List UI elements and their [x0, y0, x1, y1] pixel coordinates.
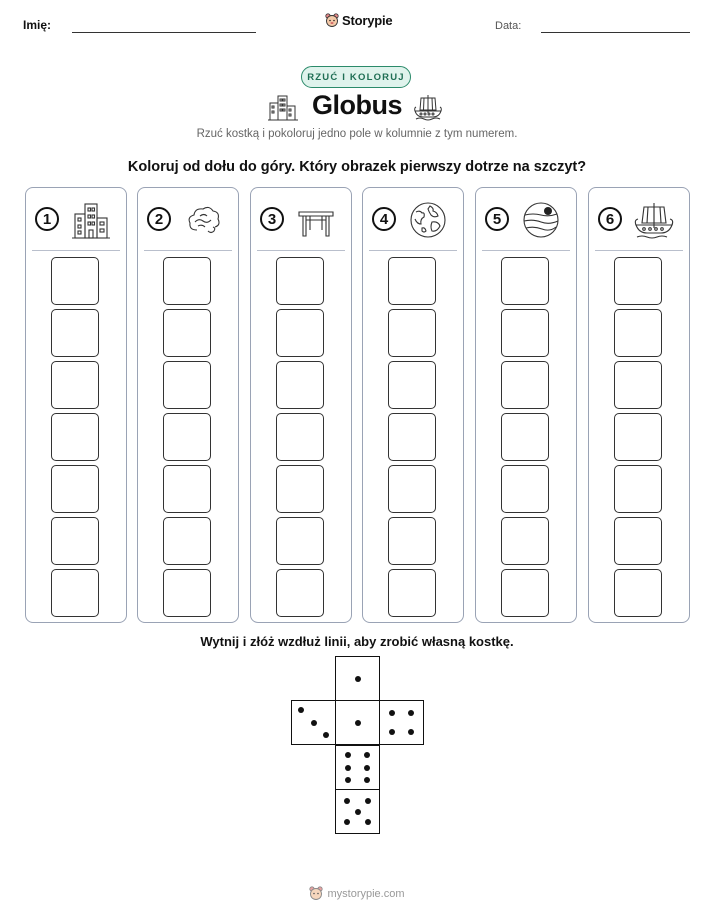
coloring-cell[interactable]	[276, 309, 324, 357]
column-divider	[595, 250, 683, 251]
date-label: Data:	[495, 20, 522, 32]
die-face-3	[291, 700, 336, 745]
coloring-cell[interactable]	[163, 413, 211, 461]
coloring-cell[interactable]	[614, 517, 662, 565]
die-pip	[364, 752, 370, 758]
coloring-cell[interactable]	[163, 465, 211, 513]
die-pip	[355, 720, 361, 726]
coloring-cell[interactable]	[501, 465, 549, 513]
brand-name: Storypie	[342, 13, 393, 28]
coloring-cell[interactable]	[388, 517, 436, 565]
coloring-cell[interactable]	[501, 413, 549, 461]
coloring-cell[interactable]	[51, 569, 99, 617]
coloring-cell[interactable]	[51, 517, 99, 565]
coloring-cell[interactable]	[614, 465, 662, 513]
coloring-cell[interactable]	[388, 569, 436, 617]
column-number: 3	[260, 207, 284, 231]
column-5	[475, 187, 577, 623]
coloring-cell[interactable]	[51, 309, 99, 357]
column-divider	[482, 250, 570, 251]
instruction: Koloruj od dołu do góry. Który obrazek pierwszy dotrze na szczyt?	[127, 159, 587, 175]
coloring-cell[interactable]	[388, 257, 436, 305]
globe-icon	[408, 200, 448, 240]
die-pip	[389, 729, 395, 735]
coloring-cell[interactable]	[51, 361, 99, 409]
die-pip	[345, 752, 351, 758]
column-number: 6	[598, 207, 622, 231]
die-pip	[355, 676, 361, 682]
coloring-cell[interactable]	[388, 413, 436, 461]
coloring-cell[interactable]	[51, 257, 99, 305]
activity-badge: RZUĆ I KOLORUJ	[301, 66, 411, 88]
coloring-cell[interactable]	[51, 413, 99, 461]
coloring-cell[interactable]	[501, 257, 549, 305]
subtitle: Rzuć kostką i pokoloruj jedno pole w kolumnie z tym numerem.	[196, 128, 518, 140]
coloring-cell[interactable]	[614, 569, 662, 617]
storypie-mascot-icon	[325, 13, 339, 28]
coloring-cell[interactable]	[388, 309, 436, 357]
column-number: 2	[147, 207, 171, 231]
coloring-cell[interactable]	[163, 569, 211, 617]
name-line	[72, 32, 256, 33]
coloring-cell[interactable]	[163, 309, 211, 357]
coloring-cell[interactable]	[501, 309, 549, 357]
column-number: 1	[35, 207, 59, 231]
die-pip	[311, 720, 317, 726]
coloring-cell[interactable]	[501, 569, 549, 617]
city-buildings-icon	[71, 200, 111, 240]
die-pip	[344, 798, 350, 804]
coloring-cell[interactable]	[276, 517, 324, 565]
storypie-mascot-icon	[309, 886, 323, 901]
coloring-cell[interactable]	[276, 465, 324, 513]
die-pip	[365, 819, 371, 825]
die-face-1	[335, 656, 380, 701]
die-pip	[323, 732, 329, 738]
column-6	[588, 187, 690, 623]
footer	[0, 886, 714, 901]
coloring-cell[interactable]	[614, 257, 662, 305]
coloring-cell[interactable]	[163, 361, 211, 409]
die-pip	[345, 777, 351, 783]
planet-icon	[521, 200, 561, 240]
coloring-cell[interactable]	[163, 517, 211, 565]
die-pip	[364, 777, 370, 783]
coloring-cell[interactable]	[614, 413, 662, 461]
coloring-cell[interactable]	[51, 465, 99, 513]
date-line	[541, 32, 690, 33]
die-pip	[355, 809, 361, 815]
column-number: 4	[372, 207, 396, 231]
die-pip	[298, 707, 304, 713]
die-pip	[344, 819, 350, 825]
coloring-cell[interactable]	[501, 361, 549, 409]
column-4	[362, 187, 464, 623]
die-pip	[408, 729, 414, 735]
name-label: Imię:	[23, 18, 52, 32]
table-icon	[296, 200, 336, 240]
die-pip	[365, 798, 371, 804]
coloring-cell[interactable]	[501, 517, 549, 565]
die-face-6	[335, 745, 380, 790]
viking-ship-icon	[634, 200, 674, 240]
coloring-cell[interactable]	[276, 569, 324, 617]
die-face-1	[335, 700, 380, 745]
die-pip	[364, 765, 370, 771]
die-pip	[389, 710, 395, 716]
coloring-cell[interactable]	[388, 465, 436, 513]
coloring-cell[interactable]	[614, 361, 662, 409]
coloring-cell[interactable]	[276, 361, 324, 409]
column-number: 5	[485, 207, 509, 231]
wind-cloud-icon	[183, 200, 223, 240]
coloring-cell[interactable]	[276, 413, 324, 461]
coloring-cell[interactable]	[614, 309, 662, 357]
column-divider	[369, 250, 457, 251]
column-divider	[32, 250, 120, 251]
cut-instruction: Wytnij i złóż wzdłuż linii, aby zrobić własną kostkę.	[200, 634, 514, 649]
die-pip	[408, 710, 414, 716]
die-face-5	[335, 789, 380, 834]
page-title: Globus	[312, 90, 402, 120]
column-3	[250, 187, 352, 623]
coloring-cell[interactable]	[276, 257, 324, 305]
column-divider	[257, 250, 345, 251]
die-pip	[345, 765, 351, 771]
column-divider	[144, 250, 232, 251]
viking-ship-icon	[413, 93, 443, 121]
coloring-cell[interactable]	[388, 361, 436, 409]
brand-logo	[325, 13, 392, 28]
coloring-cell[interactable]	[163, 257, 211, 305]
die-face-4	[379, 700, 424, 745]
column-2	[137, 187, 239, 623]
column-1	[25, 187, 127, 623]
footer-url: mystorypie.com	[327, 887, 405, 900]
